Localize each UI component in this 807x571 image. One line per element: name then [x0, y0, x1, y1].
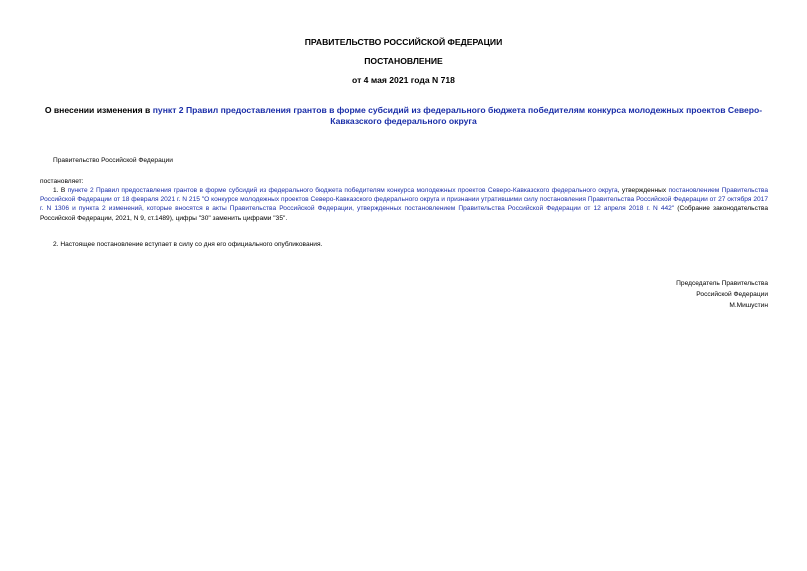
document-type-heading: ПОСТАНОВЛЕНИЕ	[364, 56, 443, 66]
signature-organization: Российской Федерации	[696, 291, 768, 298]
document-title	[40, 105, 767, 126]
paragraph-1	[40, 186, 768, 223]
paragraph-1-mid: , утвержденных	[617, 187, 669, 194]
preamble-text: Правительство Российской Федерации	[53, 157, 173, 164]
signature-name: М.Мишустин	[729, 302, 768, 309]
signature-title: Председатель Правительства	[676, 280, 768, 287]
resolves-text: постановляет:	[40, 178, 84, 185]
paragraph-1-end: (Собрание законодательства Российской Федерации, 2021, N 9, ст.1489), цифры "30" заменить цифрами "35".	[40, 205, 768, 222]
resolution-link[interactable]: постановлением Правительства Российской Федерации от 18 февраля 2021 г. N 215 "О конкурсе молодежных проектов Северо-Кавказского федерального округа и признании утратившими силу постановления Правительства Российской Федерации от 27 октября 2017 г. N 1306 и пункта 2 изменений, которые вносятся в акты Правительства Российской Федерации, утвержденных постановлением Правительства Российской Федерации от 12 апреля 2018 г. N 442"	[40, 187, 769, 213]
government-heading: ПРАВИТЕЛЬСТВО РОССИЙСКОЙ ФЕДЕРАЦИИ	[304, 37, 503, 47]
document-date-number: от 4 мая 2021 года N 718	[352, 75, 455, 85]
rules-clause-link[interactable]: пункте 2 Правил предоставления грантов в форме субсидий из федерального бюджета победителям конкурса молодежных проектов Северо-Кавказского федерального округа	[67, 187, 618, 194]
title-prefix: О внесении изменения в	[44, 105, 153, 115]
title-link[interactable]: пункт 2 Правил предоставления грантов в форме субсидий из федерального бюджета победителям конкурса молодежных проектов Северо-Кавказского федерального округа	[152, 105, 763, 126]
paragraph-2: 2. Настоящее постановление вступает в силу со дня его официального опубликования.	[53, 241, 323, 248]
paragraph-1-start: 1. В	[53, 187, 68, 194]
